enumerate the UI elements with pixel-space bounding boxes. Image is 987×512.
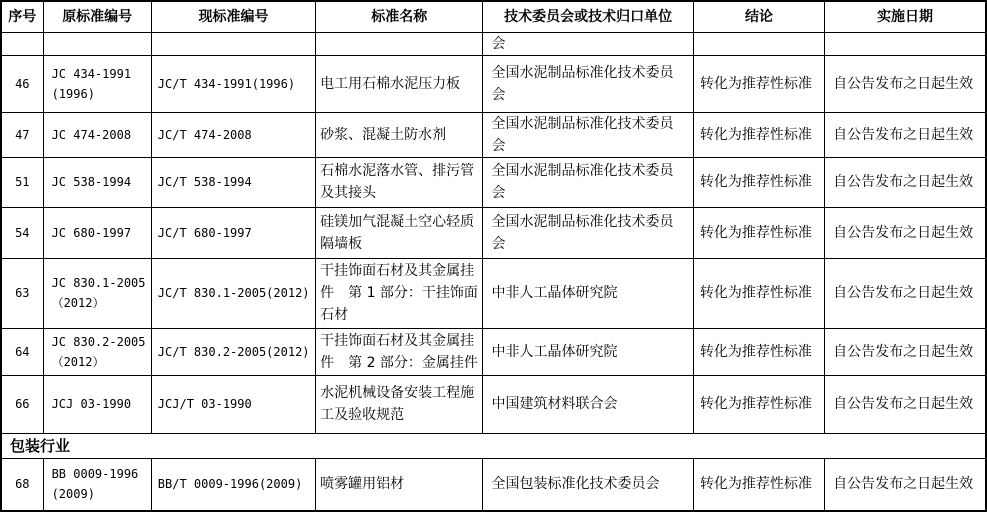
cell-standard-name: 电工用石棉水泥压力板 <box>316 55 483 112</box>
cell-date: 自公告发布之日起生效 <box>825 458 986 511</box>
cell-new-standard: JC/T 830.1-2005(2012) <box>151 258 315 328</box>
cell-standard-name: 砂浆、混凝土防水剂 <box>316 112 483 157</box>
cell-new-standard: JCJ/T 03-1990 <box>151 375 315 433</box>
table-header-row <box>1 1 986 32</box>
cell-old-standard: JC 538-1994 <box>43 157 151 207</box>
cell-standard-name: 硅镁加气混凝土空心轻质隔墙板 <box>316 207 483 258</box>
cell-old-standard: JC 474-2008 <box>43 112 151 157</box>
cell-old-standard: JC 680-1997 <box>43 207 151 258</box>
cell-serial: 47 <box>1 112 43 157</box>
column-header-new-code: 现标准编号 <box>151 1 315 32</box>
cell-date: 自公告发布之日起生效 <box>825 55 986 112</box>
cell-committee: 全国水泥制品标准化技术委员会 <box>483 55 693 112</box>
cell-committee: 全国水泥制品标准化技术委员会 <box>483 157 693 207</box>
cell-serial: 46 <box>1 55 43 112</box>
table-row <box>1 157 986 207</box>
cell-empty <box>825 32 986 55</box>
cell-conclusion: 转化为推荐性标准 <box>693 458 824 511</box>
cell-date: 自公告发布之日起生效 <box>825 328 986 375</box>
cell-old-standard: BB 0009-1996 (2009) <box>43 458 151 511</box>
cell-standard-name: 喷雾罐用铝材 <box>316 458 483 511</box>
table-row <box>1 55 986 112</box>
cell-date: 自公告发布之日起生效 <box>825 157 986 207</box>
cell-new-standard: JC/T 474-2008 <box>151 112 315 157</box>
cell-standard-name: 水泥机械设备安装工程施工及验收规范 <box>316 375 483 433</box>
cell-old-standard: JC 830.2-2005 （2012） <box>43 328 151 375</box>
cell-new-standard: BB/T 0009-1996(2009) <box>151 458 315 511</box>
cell-conclusion: 转化为推荐性标准 <box>693 157 824 207</box>
cell-new-standard: JC/T 434-1991(1996) <box>151 55 315 112</box>
cell-new-standard: JC/T 830.2-2005(2012) <box>151 328 315 375</box>
cell-conclusion: 转化为推荐性标准 <box>693 258 824 328</box>
cell-old-standard: JC 830.1-2005 （2012） <box>43 258 151 328</box>
cell-date: 自公告发布之日起生效 <box>825 258 986 328</box>
cell-standard-name: 石棉水泥落水管、排污管及其接头 <box>316 157 483 207</box>
cell-serial: 68 <box>1 458 43 511</box>
cell-empty <box>1 32 43 55</box>
carryover-row <box>1 32 986 55</box>
table-row <box>1 328 986 375</box>
section-header-row <box>1 433 986 458</box>
cell-committee-tail: 会 <box>483 32 693 55</box>
cell-committee: 中国建筑材料联合会 <box>483 375 693 433</box>
table-row <box>1 207 986 258</box>
table-row <box>1 258 986 328</box>
section-header-label: 包装行业 <box>1 433 986 458</box>
cell-serial: 54 <box>1 207 43 258</box>
cell-new-standard: JC/T 680-1997 <box>151 207 315 258</box>
cell-serial: 63 <box>1 258 43 328</box>
cell-committee: 全国水泥制品标准化技术委员会 <box>483 207 693 258</box>
cell-empty <box>151 32 315 55</box>
cell-conclusion: 转化为推荐性标准 <box>693 55 824 112</box>
column-header-name: 标准名称 <box>316 1 483 32</box>
cell-empty <box>693 32 824 55</box>
column-header-old-code: 原标准编号 <box>43 1 151 32</box>
cell-date: 自公告发布之日起生效 <box>825 375 986 433</box>
column-header-conclusion: 结论 <box>693 1 824 32</box>
table-row <box>1 375 986 433</box>
cell-old-standard: JCJ 03-1990 <box>43 375 151 433</box>
cell-new-standard: JC/T 538-1994 <box>151 157 315 207</box>
table-row <box>1 112 986 157</box>
table-row <box>1 458 986 511</box>
cell-empty <box>316 32 483 55</box>
cell-committee: 全国包装标准化技术委员会 <box>483 458 693 511</box>
cell-standard-name: 干挂饰面石材及其金属挂件 第 2 部分：金属挂件 <box>316 328 483 375</box>
cell-committee: 中非人工晶体研究院 <box>483 258 693 328</box>
column-header-date: 实施日期 <box>825 1 986 32</box>
cell-standard-name: 干挂饰面石材及其金属挂件 第 1 部分：干挂饰面石材 <box>316 258 483 328</box>
cell-serial: 51 <box>1 157 43 207</box>
cell-conclusion: 转化为推荐性标准 <box>693 328 824 375</box>
cell-conclusion: 转化为推荐性标准 <box>693 207 824 258</box>
cell-old-standard: JC 434-1991 (1996) <box>43 55 151 112</box>
cell-committee: 全国水泥制品标准化技术委员会 <box>483 112 693 157</box>
column-header-committee: 技术委员会或技术归口单位 <box>483 1 693 32</box>
column-header-serial: 序号 <box>1 1 43 32</box>
cell-committee: 中非人工晶体研究院 <box>483 328 693 375</box>
cell-date: 自公告发布之日起生效 <box>825 207 986 258</box>
cell-conclusion: 转化为推荐性标准 <box>693 112 824 157</box>
cell-serial: 66 <box>1 375 43 433</box>
cell-serial: 64 <box>1 328 43 375</box>
cell-empty <box>43 32 151 55</box>
cell-conclusion: 转化为推荐性标准 <box>693 375 824 433</box>
cell-date: 自公告发布之日起生效 <box>825 112 986 157</box>
